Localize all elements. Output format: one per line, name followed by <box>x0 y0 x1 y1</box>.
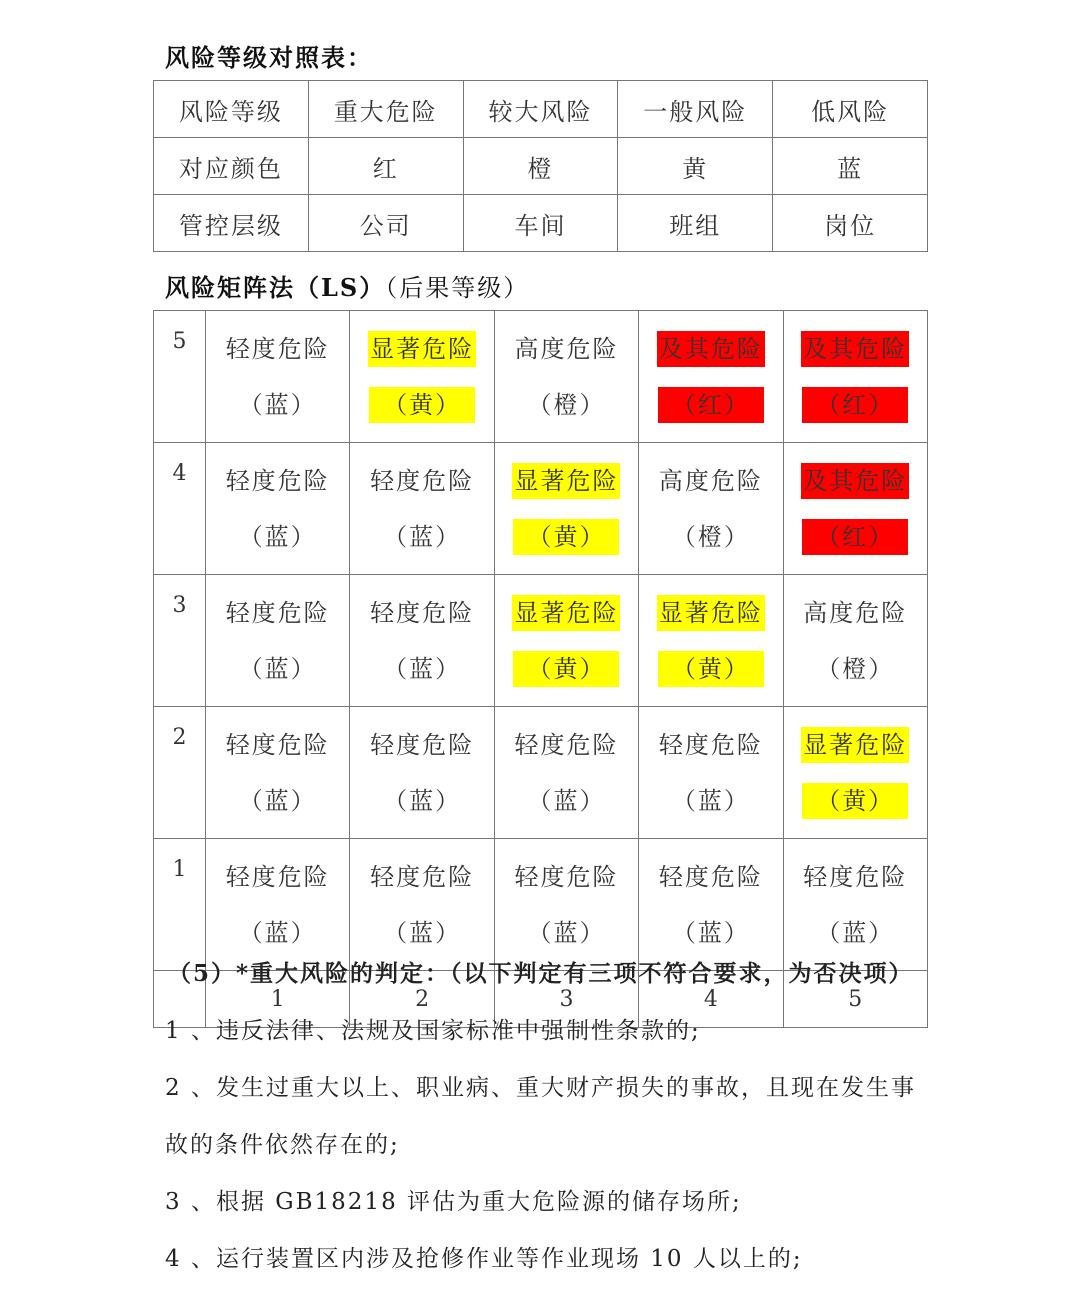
matrix-cell <box>639 311 783 443</box>
matrix-cell-color-label: （蓝） <box>238 786 317 815</box>
matrix-row-label: 3 <box>154 575 206 707</box>
matrix-cell-color-label: （蓝） <box>238 918 317 947</box>
matrix-cell-color-label: （蓝） <box>671 786 750 815</box>
risk-matrix-heading-sub: （后果等级） <box>385 274 530 302</box>
matrix-row <box>154 443 928 575</box>
risk-matrix-table <box>153 310 928 1028</box>
matrix-cell <box>350 839 494 971</box>
matrix-cell <box>206 839 350 971</box>
matrix-cell <box>783 575 927 707</box>
criteria-item-3: 3 、根据 GB18218 评估为重大危险源的储存场所; <box>165 1189 742 1215</box>
matrix-cell-color-label: （黄） <box>802 783 908 819</box>
matrix-cell-color-label: （橙） <box>816 654 895 683</box>
level-table-row-header: 对应颜色 <box>154 138 309 195</box>
matrix-cell-color-label: （黄） <box>369 387 475 423</box>
risk-matrix-heading-bold: 风险矩阵法（LS） <box>165 273 386 302</box>
matrix-cell <box>494 707 638 839</box>
matrix-cell-risk-label: 显著危险 <box>512 595 620 631</box>
matrix-cell <box>350 575 494 707</box>
matrix-cell-risk-label: 及其危险 <box>801 331 909 367</box>
matrix-row <box>154 707 928 839</box>
matrix-cell-risk-label: 轻度危险 <box>658 730 763 759</box>
matrix-cell <box>639 443 783 575</box>
matrix-cell-risk-label: 轻度危险 <box>225 730 330 759</box>
matrix-x-label: 3 <box>494 971 638 1028</box>
criteria-item-2-cont: 故的条件依然存在的; <box>165 1132 400 1158</box>
level-table-cell: 低风险 <box>773 81 928 138</box>
level-table-cell: 较大风险 <box>463 81 618 138</box>
level-table-cell: 一般风险 <box>618 81 773 138</box>
matrix-cell-risk-label: 轻度危险 <box>225 862 330 891</box>
matrix-cell-color-label: （蓝） <box>238 654 317 683</box>
level-table-row <box>154 81 928 138</box>
matrix-x-label: 4 <box>639 971 783 1028</box>
matrix-cell-risk-label: 轻度危险 <box>370 598 475 627</box>
matrix-row <box>154 839 928 971</box>
section5-title: （5）*重大风险的判定：（以下判定有三项不符合要求，为否决项） <box>168 960 914 987</box>
risk-level-table <box>153 80 928 252</box>
matrix-cell-color-label: （红） <box>802 519 908 555</box>
matrix-cell-color-label: （蓝） <box>238 522 317 551</box>
level-table-cell: 班组 <box>618 195 773 252</box>
matrix-x-label: 2 <box>350 971 494 1028</box>
criteria-item-1: 1 、违反法律、法规及国家标准中强制性条款的; <box>165 1018 701 1044</box>
matrix-cell-risk-label: 显著危险 <box>512 463 620 499</box>
matrix-cell-color-label: （黄） <box>658 651 764 687</box>
matrix-cell-color-label: （蓝） <box>383 654 462 683</box>
matrix-cell <box>494 311 638 443</box>
matrix-cell-color-label: （橙） <box>671 522 750 551</box>
matrix-cell-risk-label: 高度危险 <box>803 598 908 627</box>
matrix-cell-risk-label: 轻度危险 <box>225 334 330 363</box>
level-table-row <box>154 138 928 195</box>
matrix-cell <box>639 575 783 707</box>
matrix-cell <box>206 575 350 707</box>
level-table-cell: 蓝 <box>773 138 928 195</box>
matrix-cell-risk-label: 轻度危险 <box>514 862 619 891</box>
matrix-cell-color-label: （蓝） <box>383 522 462 551</box>
matrix-cell-color-label: （蓝） <box>383 786 462 815</box>
criteria-item-4: 4 、运行装置区内涉及抢修作业等作业现场 10 人以上的; <box>165 1246 803 1272</box>
matrix-cell-risk-label: 轻度危险 <box>370 862 475 891</box>
matrix-row-label: 2 <box>154 707 206 839</box>
matrix-cell <box>206 311 350 443</box>
matrix-cell-risk-label: 显著危险 <box>657 595 765 631</box>
matrix-cell-color-label: （红） <box>802 387 908 423</box>
matrix-cell-color-label: （蓝） <box>671 918 750 947</box>
matrix-cell-risk-label: 轻度危险 <box>225 598 330 627</box>
matrix-cell <box>783 707 927 839</box>
level-table-cell: 黄 <box>618 138 773 195</box>
level-table-cell: 红 <box>308 138 463 195</box>
matrix-row-label: 5 <box>154 311 206 443</box>
matrix-cell-risk-label: 高度危险 <box>658 466 763 495</box>
level-table-cell: 车间 <box>463 195 618 252</box>
matrix-cell-color-label: （蓝） <box>238 390 317 419</box>
level-table-cell: 岗位 <box>773 195 928 252</box>
matrix-cell-risk-label: 轻度危险 <box>225 466 330 495</box>
level-table-row-header: 风险等级 <box>154 81 309 138</box>
matrix-cell-risk-label: 及其危险 <box>657 331 765 367</box>
matrix-cell-color-label: （黄） <box>513 651 619 687</box>
matrix-cell-color-label: （红） <box>658 387 764 423</box>
matrix-cell-color-label: （蓝） <box>816 918 895 947</box>
matrix-row-label: 4 <box>154 443 206 575</box>
matrix-row-label: 1 <box>154 839 206 971</box>
matrix-cell-risk-label: 显著危险 <box>368 331 476 367</box>
matrix-cell <box>783 311 927 443</box>
matrix-cell <box>350 443 494 575</box>
matrix-cell-risk-label: 轻度危险 <box>370 730 475 759</box>
matrix-x-label: 5 <box>783 971 927 1028</box>
matrix-x-label: 1 <box>206 971 350 1028</box>
matrix-cell-color-label: （蓝） <box>527 786 606 815</box>
matrix-cell <box>783 839 927 971</box>
matrix-cell <box>494 839 638 971</box>
matrix-cell-risk-label: 轻度危险 <box>803 862 908 891</box>
matrix-cell-risk-label: 高度危险 <box>514 334 619 363</box>
level-table-cell: 公司 <box>308 195 463 252</box>
matrix-cell <box>494 575 638 707</box>
matrix-cell-risk-label: 显著危险 <box>801 727 909 763</box>
level-table-row-header: 管控层级 <box>154 195 309 252</box>
matrix-cell-risk-label: 及其危险 <box>801 463 909 499</box>
matrix-cell <box>206 443 350 575</box>
matrix-cell <box>494 443 638 575</box>
level-table-row <box>154 195 928 252</box>
level-table-cell: 重大危险 <box>308 81 463 138</box>
matrix-cell-color-label: （橙） <box>527 390 606 419</box>
matrix-cell <box>783 443 927 575</box>
matrix-row <box>154 575 928 707</box>
matrix-cell-risk-label: 轻度危险 <box>370 466 475 495</box>
risk-level-heading: 风险等级对照表： <box>165 43 373 72</box>
matrix-cell <box>350 311 494 443</box>
matrix-cell-color-label: （蓝） <box>383 918 462 947</box>
matrix-cell <box>639 839 783 971</box>
matrix-cell <box>350 707 494 839</box>
matrix-cell <box>206 707 350 839</box>
matrix-cell <box>639 707 783 839</box>
matrix-row <box>154 311 928 443</box>
criteria-item-2: 2 、发生过重大以上、职业病、重大财产损失的事故，且现在发生事 <box>165 1075 916 1101</box>
matrix-cell-risk-label: 轻度危险 <box>658 862 763 891</box>
risk-matrix-heading <box>165 268 529 303</box>
matrix-cell-risk-label: 轻度危险 <box>514 730 619 759</box>
matrix-cell-color-label: （黄） <box>513 519 619 555</box>
matrix-cell-color-label: （蓝） <box>527 918 606 947</box>
level-table-cell: 橙 <box>463 138 618 195</box>
